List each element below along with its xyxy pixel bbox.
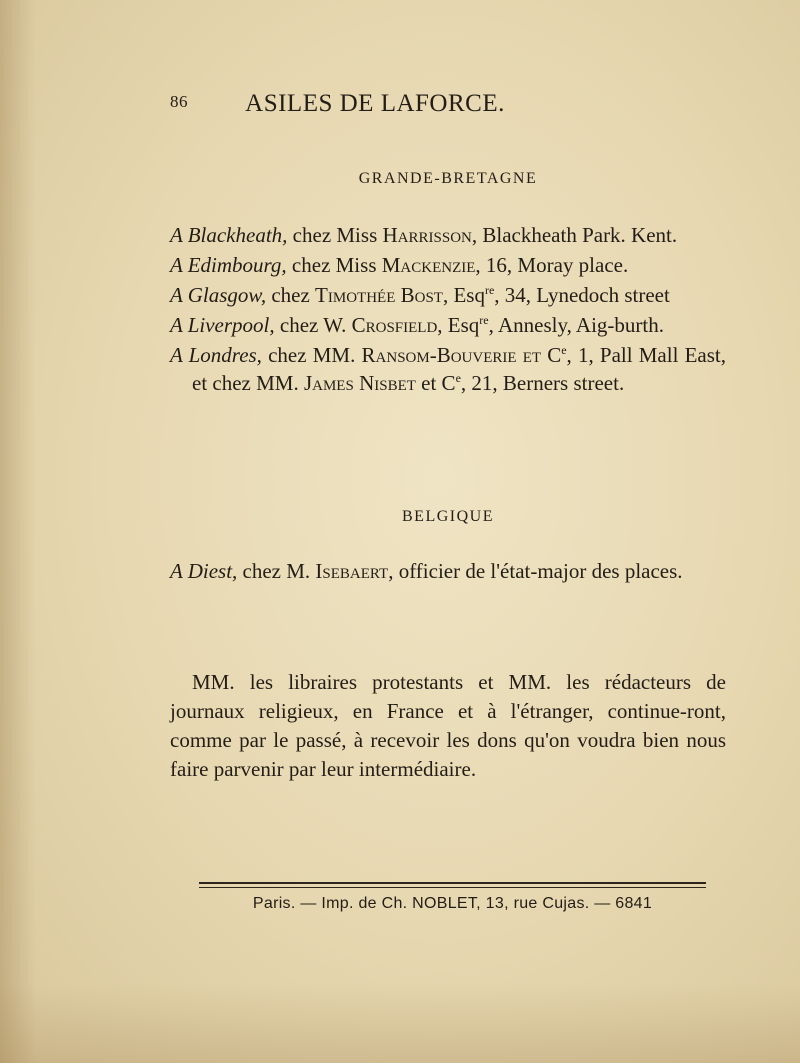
- entry-prefix: chez W.: [274, 313, 352, 337]
- entry-rest: , Esq: [442, 283, 485, 307]
- page-bottom-shadow: [0, 983, 800, 1063]
- entry-sup: re: [484, 283, 495, 297]
- entry-rest: , 16, Moray place.: [475, 253, 629, 277]
- entry-name: Timothée Bost: [315, 283, 443, 307]
- entry-rest3: et C: [415, 371, 456, 395]
- entry-rest: C: [541, 343, 562, 367]
- entry-name: Crosfield: [351, 313, 438, 337]
- entries-belgique: [170, 557, 726, 587]
- entry-rest: , Esq: [437, 313, 480, 337]
- entry-sup: re: [479, 313, 489, 327]
- running-title: ASILES DE LAFORCE.: [245, 90, 505, 117]
- entry-place: A Londres,: [170, 343, 262, 367]
- entry-place: A Glasgow,: [170, 283, 267, 307]
- entry-rest: , officier de l'état-major des places.: [388, 559, 683, 583]
- entry-rest2: , 34, Lynedoch street: [494, 283, 670, 307]
- entry-rest4: , 21, Berners street.: [460, 371, 625, 395]
- entry-name: Isebaert: [315, 559, 389, 583]
- entry-prefix: chez Miss: [287, 223, 383, 247]
- entry-name: Ransom-Bouverie et: [361, 343, 542, 367]
- entries-grande-bretagne: [170, 221, 726, 399]
- section-heading-belgique: BELGIQUE: [402, 508, 494, 525]
- footer-rule: [199, 882, 706, 884]
- page-edge-shadow: [0, 0, 36, 1063]
- entry-sup: e: [561, 343, 567, 357]
- entry-londres: [170, 341, 726, 397]
- entry-prefix: chez: [266, 283, 316, 307]
- entry-name: Harrisson: [382, 223, 472, 247]
- entry-glasgow: [170, 281, 726, 309]
- section-heading-grande-bretagne: GRANDE-BRETAGNE: [358, 170, 538, 187]
- page-number: 86: [170, 92, 188, 111]
- entry-diest: [170, 557, 726, 585]
- entry-name2: James Nisbet: [303, 371, 416, 395]
- entry-name: Mackenzie: [381, 253, 476, 277]
- entry-sup2: e: [455, 371, 461, 385]
- entry-place: A Liverpool,: [170, 313, 275, 337]
- entry-prefix: chez MM.: [261, 343, 362, 367]
- entry-place: A Diest,: [170, 559, 238, 583]
- entry-edimbourg: [170, 251, 726, 279]
- entry-liverpool: [170, 311, 726, 339]
- printer-imprint: Paris. — Imp. de Ch. NOBLET, 13, rue Cujas. — 6841: [252, 895, 653, 912]
- running-head: [170, 90, 580, 120]
- entry-prefix: chez M.: [237, 559, 316, 583]
- entry-rest: , Blackheath Park. Kent.: [471, 223, 678, 247]
- entry-place: A Edimbourg,: [170, 253, 287, 277]
- entry-blackheath: [170, 221, 726, 249]
- entry-rest2: , 1, Pall Mall East, et chez MM.: [192, 343, 726, 395]
- closing-paragraph: MM. les libraires protestants et MM. les rédacteurs de journaux religieux, en France et à l'étranger, continue-ront, comme par le passé, à recevoir les dons qu'on voudra bien nous faire parvenir par leur intermédiaire.: [170, 670, 726, 781]
- entry-place: A Blackheath,: [170, 223, 288, 247]
- entry-rest2: , Annesly, Aig-burth.: [488, 313, 665, 337]
- footer-rule-thin: [199, 887, 706, 888]
- entry-prefix: chez Miss: [286, 253, 382, 277]
